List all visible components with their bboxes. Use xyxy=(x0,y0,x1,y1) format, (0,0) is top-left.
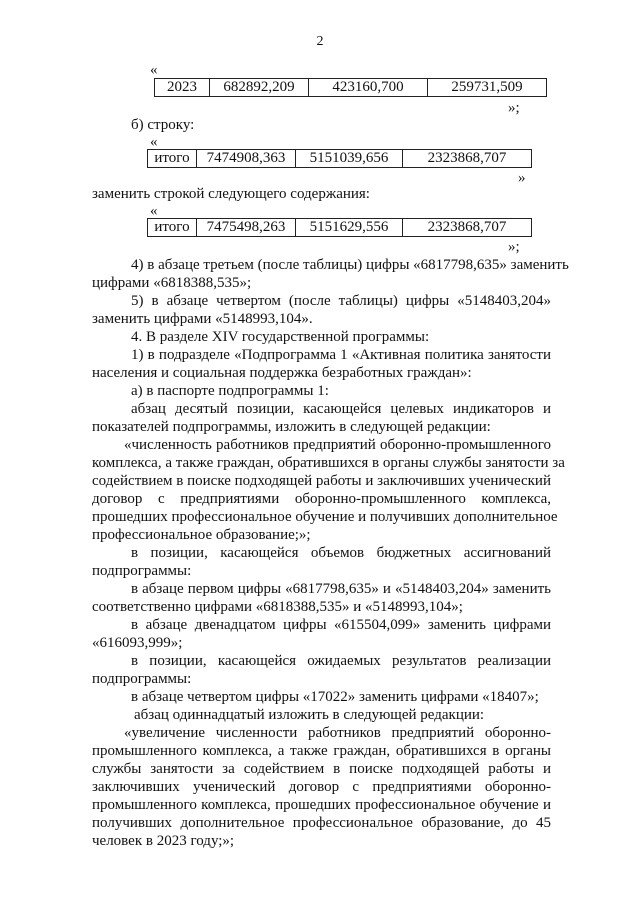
text-line: в абзаце первом цифры «6817798,635» и «5148403,204» заменить xyxy=(131,581,551,597)
text-line: заменить цифрами «5148993,104». xyxy=(92,311,313,327)
text-line: абзац десятый позиции, касающейся целевых индикаторов и xyxy=(131,401,551,417)
text-line: подпрограммы: xyxy=(92,563,192,579)
page-number: 2 xyxy=(316,34,324,49)
text-line: 1) в подразделе «Подпрограмма 1 «Активная политика занятости xyxy=(131,347,551,363)
text-line: 5) в абзаце четвертом (после таблицы) цифры «5148403,204» xyxy=(131,293,551,309)
text-line: 4) в абзаце третьем (после таблицы) цифры «6817798,635» заменить xyxy=(131,257,569,273)
close-quote: »; xyxy=(508,100,520,116)
table-row-2023 xyxy=(154,78,547,97)
text-line: населения и социальная поддержка безработных граждан»: xyxy=(92,365,472,381)
table-cell: 5151629,556 xyxy=(296,219,403,237)
table-cell: 2323868,707 xyxy=(403,150,532,168)
table-cell: 5151039,656 xyxy=(296,150,403,168)
table-cell: 7474908,363 xyxy=(197,150,296,168)
table-cell: 2023 xyxy=(155,79,210,97)
text-line: а) в паспорте подпрограммы 1: xyxy=(131,383,329,399)
text-line: комплекса, а также граждан, обратившихся в органы службы занятости за xyxy=(92,455,565,471)
open-quote: « xyxy=(150,134,158,150)
text-line: промышленного комплекса, а также граждан, обратившихся в органы xyxy=(92,743,551,759)
text-line: в абзаце двенадцатом цифры «615504,099» заменить цифрами xyxy=(131,617,551,633)
text-line: получивших дополнительное профессиональное образование, до 45 xyxy=(92,815,551,831)
text-line: абзац одиннадцатый изложить в следующей редакции: xyxy=(134,707,485,723)
text-line: 4. В разделе XIV государственной программы: xyxy=(131,329,430,345)
table-cell: 682892,209 xyxy=(210,79,309,97)
text-line: заключивших ученический договор с предприятиями оборонно- xyxy=(92,779,551,795)
text-line: «616093,999»; xyxy=(92,635,183,651)
text-line: договор с предприятиями оборонно-промышленного комплекса, xyxy=(92,491,551,507)
table-cell: итого xyxy=(148,150,197,168)
open-quote: « xyxy=(150,203,158,219)
text-line: человек в 2023 году;»; xyxy=(92,833,235,849)
text-line: в позиции, касающейся объемов бюджетных ассигнований xyxy=(131,545,551,561)
table-cell: итого xyxy=(148,219,197,237)
text-line: службы занятости за содействием в поиске подходящей работы и xyxy=(92,761,551,777)
line-replace: заменить строкой следующего содержания: xyxy=(92,186,370,202)
table-cell: 423160,700 xyxy=(309,79,428,97)
text-line: соответственно цифрами «6818388,535» и «5148993,104»; xyxy=(92,599,463,615)
text-line: «увеличение численности работников предприятий оборонно- xyxy=(124,725,551,741)
text-line: профессиональное образование;»; xyxy=(92,527,311,543)
text-line: подпрограммы: xyxy=(92,671,192,687)
table-row-total-old xyxy=(147,149,532,168)
text-line: цифрами «6818388,535»; xyxy=(92,275,252,291)
text-line: «численность работников предприятий оборонно-промышленного xyxy=(124,437,551,453)
text-line: содействием в поиске подходящей работы и заключивших ученический xyxy=(92,473,551,489)
table-cell: 2323868,707 xyxy=(403,219,532,237)
text-line: в абзаце четвертом цифры «17022» заменить цифрами «18407»; xyxy=(131,689,539,705)
line-b: б) строку: xyxy=(131,117,195,133)
close-quote: »; xyxy=(508,239,520,255)
text-line: в позиции, касающейся ожидаемых результатов реализации xyxy=(131,653,551,669)
open-quote: « xyxy=(150,62,158,78)
text-line: прошедших профессиональное обучение и получивших дополнительное xyxy=(92,509,558,525)
table-cell: 7475498,263 xyxy=(197,219,296,237)
close-quote: » xyxy=(518,170,526,186)
text-line: промышленного комплекса, прошедших профессиональное обучение и xyxy=(92,797,551,813)
table-row-total-new xyxy=(147,218,532,237)
table-cell: 259731,509 xyxy=(428,79,547,97)
text-line: показателей подпрограммы, изложить в следующей редакции: xyxy=(92,419,491,435)
